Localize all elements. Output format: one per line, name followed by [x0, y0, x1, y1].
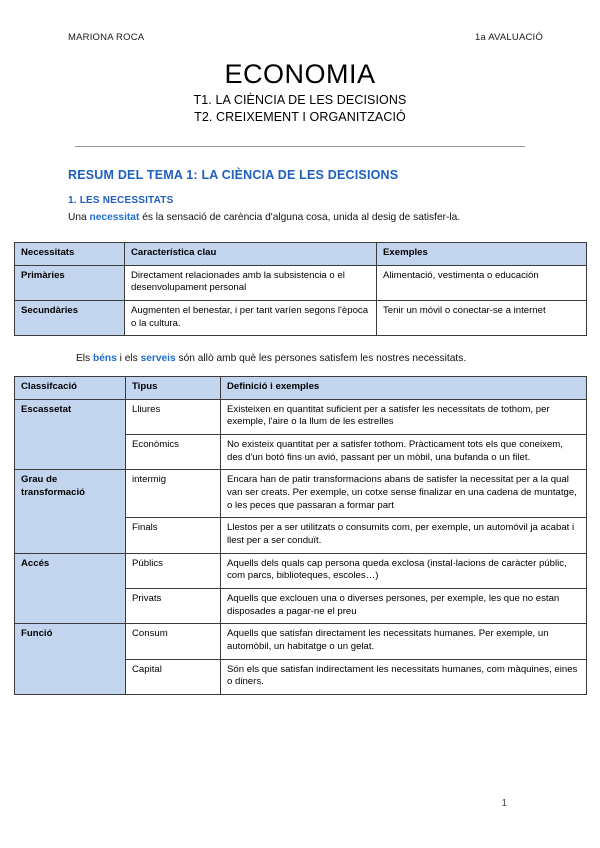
cell-type-intermig: intermig	[126, 470, 221, 518]
table-row	[15, 300, 587, 335]
table-row	[15, 399, 587, 434]
page-title: ECONOMIA	[224, 59, 376, 89]
goods-text-c: són allò amb què les persones satisfem les nostres necessitats.	[175, 353, 467, 364]
table-header-row	[15, 243, 587, 266]
intro-paragraph	[68, 211, 560, 225]
goods-text-b: i els	[116, 353, 141, 364]
cell-type-publics: Públics	[126, 553, 221, 588]
cell-type-finals: Finals	[126, 518, 221, 553]
subsection-heading: 1. LES NECESSITATS	[68, 195, 174, 206]
cell-feature-primaries: Directament relacionades amb la subsistencia o el desenvolupament personal	[125, 265, 377, 300]
cell-definition-intermig: Encara han de patir transformacions abans de satisfer la necessitat per a la qual van ser creats. Per exemple, un cotxe sense finalizar en una cadena de muntatge, o les peces que passaran a formar part	[221, 470, 587, 518]
title-divider	[75, 146, 525, 147]
table-row	[15, 553, 587, 588]
table-header-row	[15, 377, 587, 400]
cell-definition-economics: No existeix quantitat per a satisfer tothom. Pràcticament tots els que coneixem, des d'un botó fins un avió, passant per un mòbil, una bufanda o un filet.	[221, 434, 587, 469]
row-label-secundaries: Secundàries	[15, 300, 125, 335]
cell-type-consum: Consum	[126, 624, 221, 659]
group-label-grau-de-transformacio: Grau de transformació	[15, 470, 126, 553]
table-necessitats	[14, 242, 587, 336]
cell-definition-finals: Llestos per a ser utilitzats o consumits com, per exemple, un automóvil ja acabat i llest per a ser conduït.	[221, 518, 587, 553]
subtitle-line-1: T1. LA CIÈNCIA DE LES DECISIONS	[193, 93, 407, 108]
group-label-escassetat: Escassetat	[15, 399, 126, 470]
cell-definition-privats: Aquells que exclouen una o diverses persones, per exemple, les que no estan disposades a pagar-ne el preu	[221, 588, 587, 623]
cell-definition-lliures: Existeixen en quantitat suficient per a satisfer les necessitats de tothom, per exemple, l'aire o la llum de les estrelles	[221, 399, 587, 434]
table-row	[15, 265, 587, 300]
cell-type-economics: Econòmics	[126, 434, 221, 469]
column-header-caracteristica: Característica clau	[125, 243, 377, 266]
group-label-acces: Accés	[15, 553, 126, 624]
table-row	[15, 624, 587, 659]
cell-type-lliures: Lliures	[126, 399, 221, 434]
cell-examples-secundaries: Tenir un móvil o conectar-se a internet	[377, 300, 587, 335]
cell-type-privats: Privats	[126, 588, 221, 623]
cell-examples-primaries: Alimentació, vestimenta o educación	[377, 265, 587, 300]
subtitle-line-2: T2. CREIXEMENT I ORGANITZACIÓ	[194, 110, 406, 125]
goods-text-a: Els	[76, 353, 93, 364]
cell-type-capital: Capital	[126, 659, 221, 694]
keyword-bens: béns	[92, 353, 117, 364]
column-header-necessitats: Necessitats	[15, 243, 125, 266]
title-block	[0, 60, 600, 127]
cell-definition-publics: Aquells dels quals cap persona queda exclosa (instal·lacions de caràcter públic, com parcs, biblioteques, escoles…)	[221, 553, 587, 588]
row-label-primaries: Primàries	[15, 265, 125, 300]
subtitle-block	[0, 92, 600, 127]
running-head-author: MARIONA ROCA	[68, 32, 145, 43]
column-header-exemples: Exemples	[377, 243, 587, 266]
section-heading: RESUM DEL TEMA 1: LA CIÈNCIA DE LES DECISIONS	[68, 168, 399, 182]
table-row	[15, 470, 587, 518]
keyword-necessitat: necessitat	[89, 212, 140, 223]
group-label-funcio: Funció	[15, 624, 126, 695]
running-head	[68, 32, 543, 43]
keyword-serveis: serveis	[140, 353, 176, 364]
cell-definition-capital: Són els que satisfan indirectament les necessitats humanes, com màquines, eines o diners.	[221, 659, 587, 694]
intro-text-after: és la sensació de carència d'alguna cosa, unida al desig de satisfer-la.	[139, 212, 461, 223]
intro-text-before: Una	[68, 212, 90, 223]
column-header-tipus: Tipus	[126, 377, 221, 400]
running-head-term: 1a AVALUACIÓ	[474, 32, 543, 43]
goods-services-paragraph	[76, 352, 560, 366]
cell-feature-secundaries: Augmenten el benestar, i per tant varíen segons l'època o la cultura.	[125, 300, 377, 335]
cell-definition-consum: Aquells que satisfan directament les necessitats humanes. Per exemple, un automòbil, un habitatge o un gelat.	[221, 624, 587, 659]
column-header-classifcacio: Classifcació	[15, 377, 126, 400]
page-number: 1	[501, 798, 507, 809]
table-classificacio	[14, 376, 587, 695]
column-header-definicio: Definició i exemples	[221, 377, 587, 400]
